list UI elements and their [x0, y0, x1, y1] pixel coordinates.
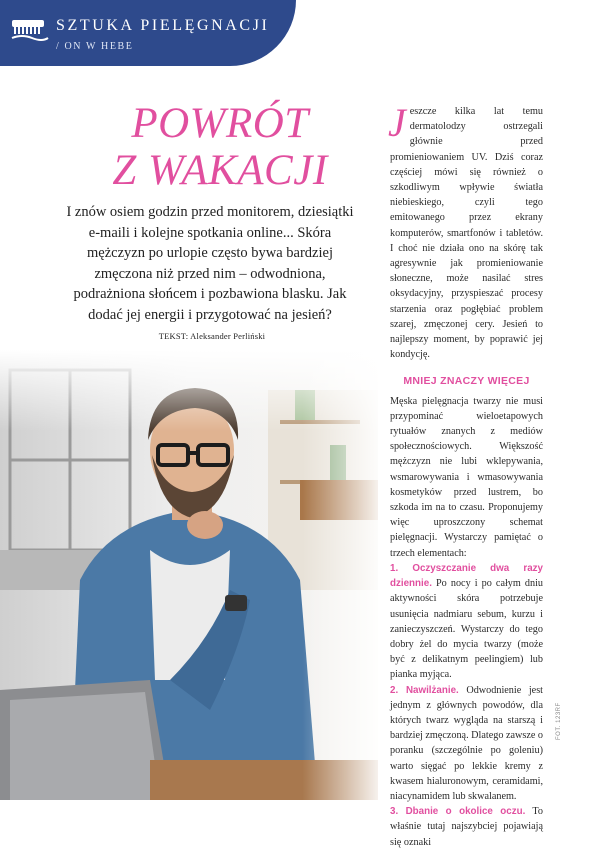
list-item — [390, 683, 543, 805]
section-subtitle: / ON W HEBE — [56, 41, 134, 52]
list-item — [390, 561, 543, 683]
item-label: 3. Dbanie o okolice oczu. — [390, 806, 526, 818]
item-label: 2. Nawilżanie. — [390, 684, 459, 696]
intro-text: eszcze kilka lat temu dermatolodzy ostrzegali głównie przed promieniowaniem UV. Dziś coraz częściej mówi się również o szkodliwym wpływie światła niebieskiego, czyli tego emitowanego przez ekrany komputerów, smartfonów i tabletów. I choć nie działa ono na skórę tak agresywnie jak promieniowanie słoneczne, może nasilać stres oksydacyjny, przyspieszać procesy starzenia oraz pogłębiać problem szarej, zmęczonej cery. Jesień to najlepszy moment, by poprawić jej kondycję. — [390, 106, 543, 361]
section-intro: Męska pielęgnacja twarzy nie musi przypominać wieloetapowych rytuałów znanych z mediów społecznościowych. Większość mężczyzn nie lubi wklepywania, wsmarowywania i wmasowywania kosmetyków przed lustrem, bo szkoda im na to czasu. Proponujemy więc uproszczony schemat pielęgnacji. Wystarczy pamiętać o trzech elementach: — [390, 395, 543, 559]
photo-credit-code: FOT. 123RF — [556, 702, 562, 740]
article-column — [388, 100, 544, 850]
intro-paragraph — [388, 100, 543, 362]
dropcap: J — [388, 100, 406, 145]
man-at-laptop-illustration — [0, 350, 378, 800]
section-title: SZTUKA PIELĘGNACJI — [56, 17, 270, 34]
item-text: Odwodnienie jest jednym z głównych powodów, dla których twarz wygląda na starszą i bardziej zmęczoną. Dlatego zawsze o poranku (szczególnie po goleniu) warto sięgać po lekkie kremy z kwasem hialuronowym, ceramidami, niacynamidem lub skwalanem. — [390, 684, 544, 802]
author-credit: TEKST: Aleksander Perliński — [158, 331, 266, 341]
article-title — [100, 100, 340, 194]
article-photo — [0, 350, 378, 800]
section-header-badge — [0, 0, 296, 66]
item-label: 1. Oczyszczanie dwa razy dziennie. — [390, 562, 543, 590]
item-text: Po nocy i po całym dniu aktywności skóra potrzebuje usunięcia nadmiaru sebum, kurzu i zanieczyszczeń. Wystarczy do tego dobry żel do mycia twarzy (może być z delikatnym peelingiem) lub pianka myjąca. — [390, 578, 544, 681]
article-lead — [60, 202, 360, 347]
article-title-line2: Z WAKACJI — [112, 147, 328, 194]
item-text: To właśnie tutaj najszybciej pojawiają się oznaki — [390, 806, 543, 848]
comb-icon — [8, 14, 50, 44]
article-title-line1: POWRÓT — [131, 100, 309, 147]
lead-text: I znów osiem godzin przed monitorem, dziesiątki e-maili i kolejne spotkania online... Skóra mężczyzn po urlopie często bywa bardziej zmęczona niż przed nim – odwodniona, podrażniona słońcem i pozbawiona blasku. Jak dodać jej energii i przygotować na jesień? — [66, 204, 354, 323]
section-heading: MNIEJ ZNACZY WIĘCEJ — [403, 375, 530, 388]
list-item — [390, 804, 543, 850]
